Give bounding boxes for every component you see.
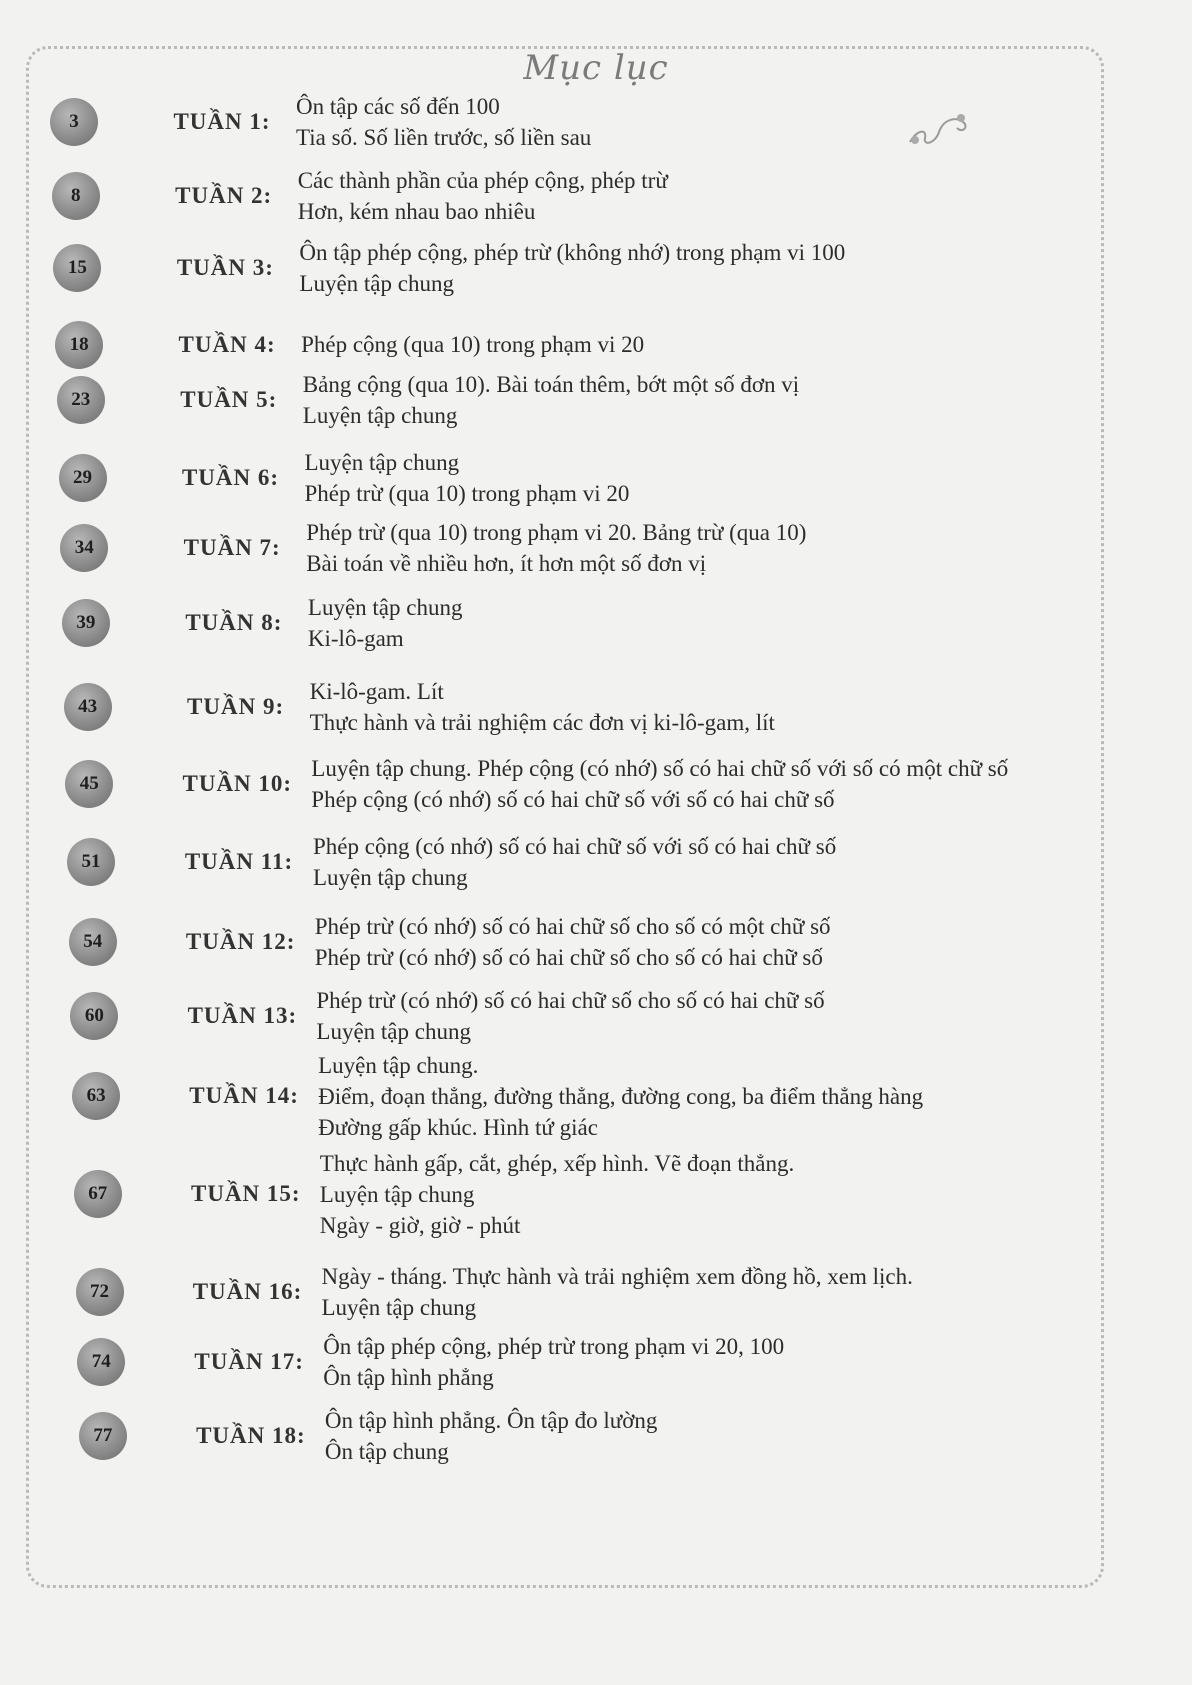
lesson-title: Thực hành gấp, cắt, ghép, xếp hình. Vẽ đoạn thẳng. — [319, 1150, 795, 1176]
lesson-list — [296, 91, 591, 153]
lesson-title: Tia số. Số liền trước, số liền sau — [296, 125, 592, 150]
page-number-badge: 67 — [74, 1170, 122, 1218]
toc-entry — [72, 1050, 923, 1143]
page-number-badge: 39 — [62, 599, 110, 647]
lesson-title: Phép trừ (có nhớ) số có hai chữ số cho số có hai chữ số — [316, 988, 825, 1013]
toc-entry — [77, 1331, 784, 1393]
lesson-title: Ôn tập các số đến 100 — [296, 94, 500, 119]
lesson-title: Phép cộng (có nhớ) số có hai chữ số với số có hai chữ số — [313, 834, 837, 859]
week-label: TUẦN 6: — [181, 465, 280, 490]
lesson-list — [311, 753, 1008, 815]
toc-entry — [59, 447, 630, 509]
lesson-title: Phép trừ (qua 10) trong phạm vi 20 — [304, 481, 630, 506]
lesson-title: Các thành phần của phép cộng, phép trừ — [297, 168, 668, 193]
lesson-title: Đường gấp khúc. Hình tứ giác — [318, 1114, 598, 1140]
lesson-list — [323, 1331, 784, 1393]
week-label: TUẦN 3: — [176, 255, 274, 280]
lesson-title: Luyện tập chung. — [318, 1052, 479, 1078]
week-label: TUẦN 12: — [185, 929, 296, 954]
page-number-badge: 74 — [77, 1338, 125, 1386]
page-number-badge: 29 — [59, 454, 107, 502]
lesson-title: Phép trừ (có nhớ) số có hai chữ số cho số có hai chữ số — [314, 945, 823, 970]
lesson-title: Ôn tập hình phẳng. Ôn tập đo lường — [324, 1408, 658, 1433]
page-number-badge: 60 — [70, 992, 118, 1040]
toc-entry — [62, 592, 463, 654]
lesson-title: Luyện tập chung — [302, 403, 458, 428]
lesson-title: Bảng cộng (qua 10). Bài toán thêm, bớt một số đơn vị — [302, 372, 800, 397]
lesson-title: Ôn tập chung — [324, 1439, 449, 1464]
page-number-badge: 54 — [69, 918, 117, 966]
toc-entry — [57, 369, 799, 431]
lesson-list — [305, 447, 630, 509]
lesson-title: Phép cộng (qua 10) trong phạm vi 20 — [301, 332, 645, 357]
lesson-list — [325, 1405, 658, 1467]
lesson-title: Bài toán về nhiều hơn, ít hơn một số đơn vị — [306, 551, 707, 576]
lesson-title: Phép cộng (có nhớ) số có hai chữ số với số có hai chữ số — [311, 787, 835, 812]
toc-entry — [69, 911, 831, 973]
page-number-badge: 51 — [67, 838, 115, 886]
toc-entry — [55, 321, 644, 369]
page-number-badge: 45 — [65, 760, 113, 808]
week-label: TUẦN 17: — [194, 1349, 304, 1374]
toc-entry — [53, 237, 845, 299]
week-label: TUẦN 10: — [182, 771, 293, 796]
week-label: TUẦN 5: — [180, 387, 278, 412]
lesson-list — [316, 985, 824, 1047]
page-number-badge: 72 — [76, 1268, 124, 1316]
lesson-list — [320, 1148, 794, 1241]
week-label: TUẦN 2: — [175, 183, 273, 208]
lesson-list — [298, 165, 668, 227]
page-number-badge: 15 — [53, 244, 101, 292]
lesson-title: Luyện tập chung — [299, 271, 454, 296]
toc-entry — [65, 753, 1008, 815]
lesson-title: Thực hành và trải nghiệm các đơn vị ki-lô-gam, lít — [309, 710, 775, 735]
week-label: TUẦN 4: — [178, 331, 276, 357]
week-label: TUẦN 14: — [189, 1083, 299, 1108]
lesson-title: Luyện tập chung — [321, 1295, 477, 1320]
page-number-badge: 18 — [55, 321, 103, 369]
toc-entry — [67, 831, 836, 893]
lesson-title: Phép trừ (qua 10) trong phạm vi 20. Bảng trừ (qua 10) — [306, 520, 807, 545]
lesson-list — [313, 831, 836, 893]
lesson-list — [303, 369, 799, 431]
week-label: TUẦN 13: — [187, 1003, 298, 1028]
lesson-title: Ôn tập hình phẳng — [323, 1365, 494, 1390]
lesson-title: Phép trừ (có nhớ) số có hai chữ số cho số có một chữ số — [314, 914, 831, 939]
page-number-badge: 77 — [79, 1412, 127, 1460]
week-label: TUẦN 9: — [187, 694, 285, 719]
page-number-badge: 43 — [64, 683, 112, 731]
lesson-list — [310, 676, 775, 738]
week-label: TUẦN 18: — [196, 1423, 306, 1448]
page-number-badge: 8 — [52, 172, 100, 220]
lesson-title: Ki-lô-gam — [307, 626, 404, 651]
lesson-title: Luyện tập chung — [307, 595, 463, 620]
lesson-title: Hơn, kém nhau bao nhiêu — [297, 199, 536, 224]
lesson-list — [315, 911, 831, 973]
week-label: TUẦN 11: — [184, 849, 294, 874]
lesson-title: Luyện tập chung — [319, 1181, 475, 1207]
lesson-list — [306, 517, 806, 579]
lesson-title: Luyện tập chung — [304, 450, 460, 475]
lesson-title: Luyện tập chung. Phép cộng (có nhớ) số có hai chữ số với số có một chữ số — [311, 756, 1009, 781]
toc-entry — [79, 1405, 658, 1467]
toc-entry — [50, 91, 591, 153]
week-label: TUẦN 7: — [183, 535, 281, 560]
toc-entry — [74, 1148, 794, 1241]
lesson-title: Ngày - giờ, giờ - phút — [319, 1212, 521, 1238]
page-title: Mục lục — [523, 48, 669, 88]
page-number-badge: 3 — [50, 98, 98, 146]
lesson-title: Ôn tập phép cộng, phép trừ (không nhớ) trong phạm vi 100 — [299, 240, 846, 265]
lesson-list — [318, 1050, 923, 1143]
lesson-list — [308, 592, 463, 654]
lesson-list — [301, 329, 644, 360]
lesson-title: Ngày - tháng. Thực hành và trải nghiệm xem đồng hồ, xem lịch. — [321, 1264, 913, 1289]
page-number-badge: 34 — [60, 524, 108, 572]
toc-entry — [70, 985, 824, 1047]
toc-entry — [60, 517, 806, 579]
toc-entry — [52, 165, 668, 227]
page-number-badge: 23 — [57, 376, 105, 424]
lesson-title: Luyện tập chung — [316, 1019, 471, 1044]
lesson-title: Ki-lô-gam. Lít — [309, 679, 444, 704]
toc-entry — [64, 676, 775, 738]
week-label: TUẦN 8: — [185, 610, 283, 635]
lesson-title: Điểm, đoạn thẳng, đường thẳng, đường cong, ba điểm thẳng hàng — [318, 1083, 924, 1109]
lesson-title: Ôn tập phép cộng, phép trừ trong phạm vi 20, 100 — [323, 1334, 785, 1359]
week-label: TUẦN 15: — [191, 1181, 301, 1206]
lesson-list — [299, 237, 845, 299]
lesson-title: Luyện tập chung — [313, 865, 468, 890]
page-number-badge: 63 — [72, 1072, 120, 1120]
week-label: TUẦN 1: — [173, 109, 271, 134]
toc-entry — [76, 1261, 913, 1323]
week-label: TUẦN 16: — [192, 1279, 303, 1304]
lesson-list — [322, 1261, 913, 1323]
